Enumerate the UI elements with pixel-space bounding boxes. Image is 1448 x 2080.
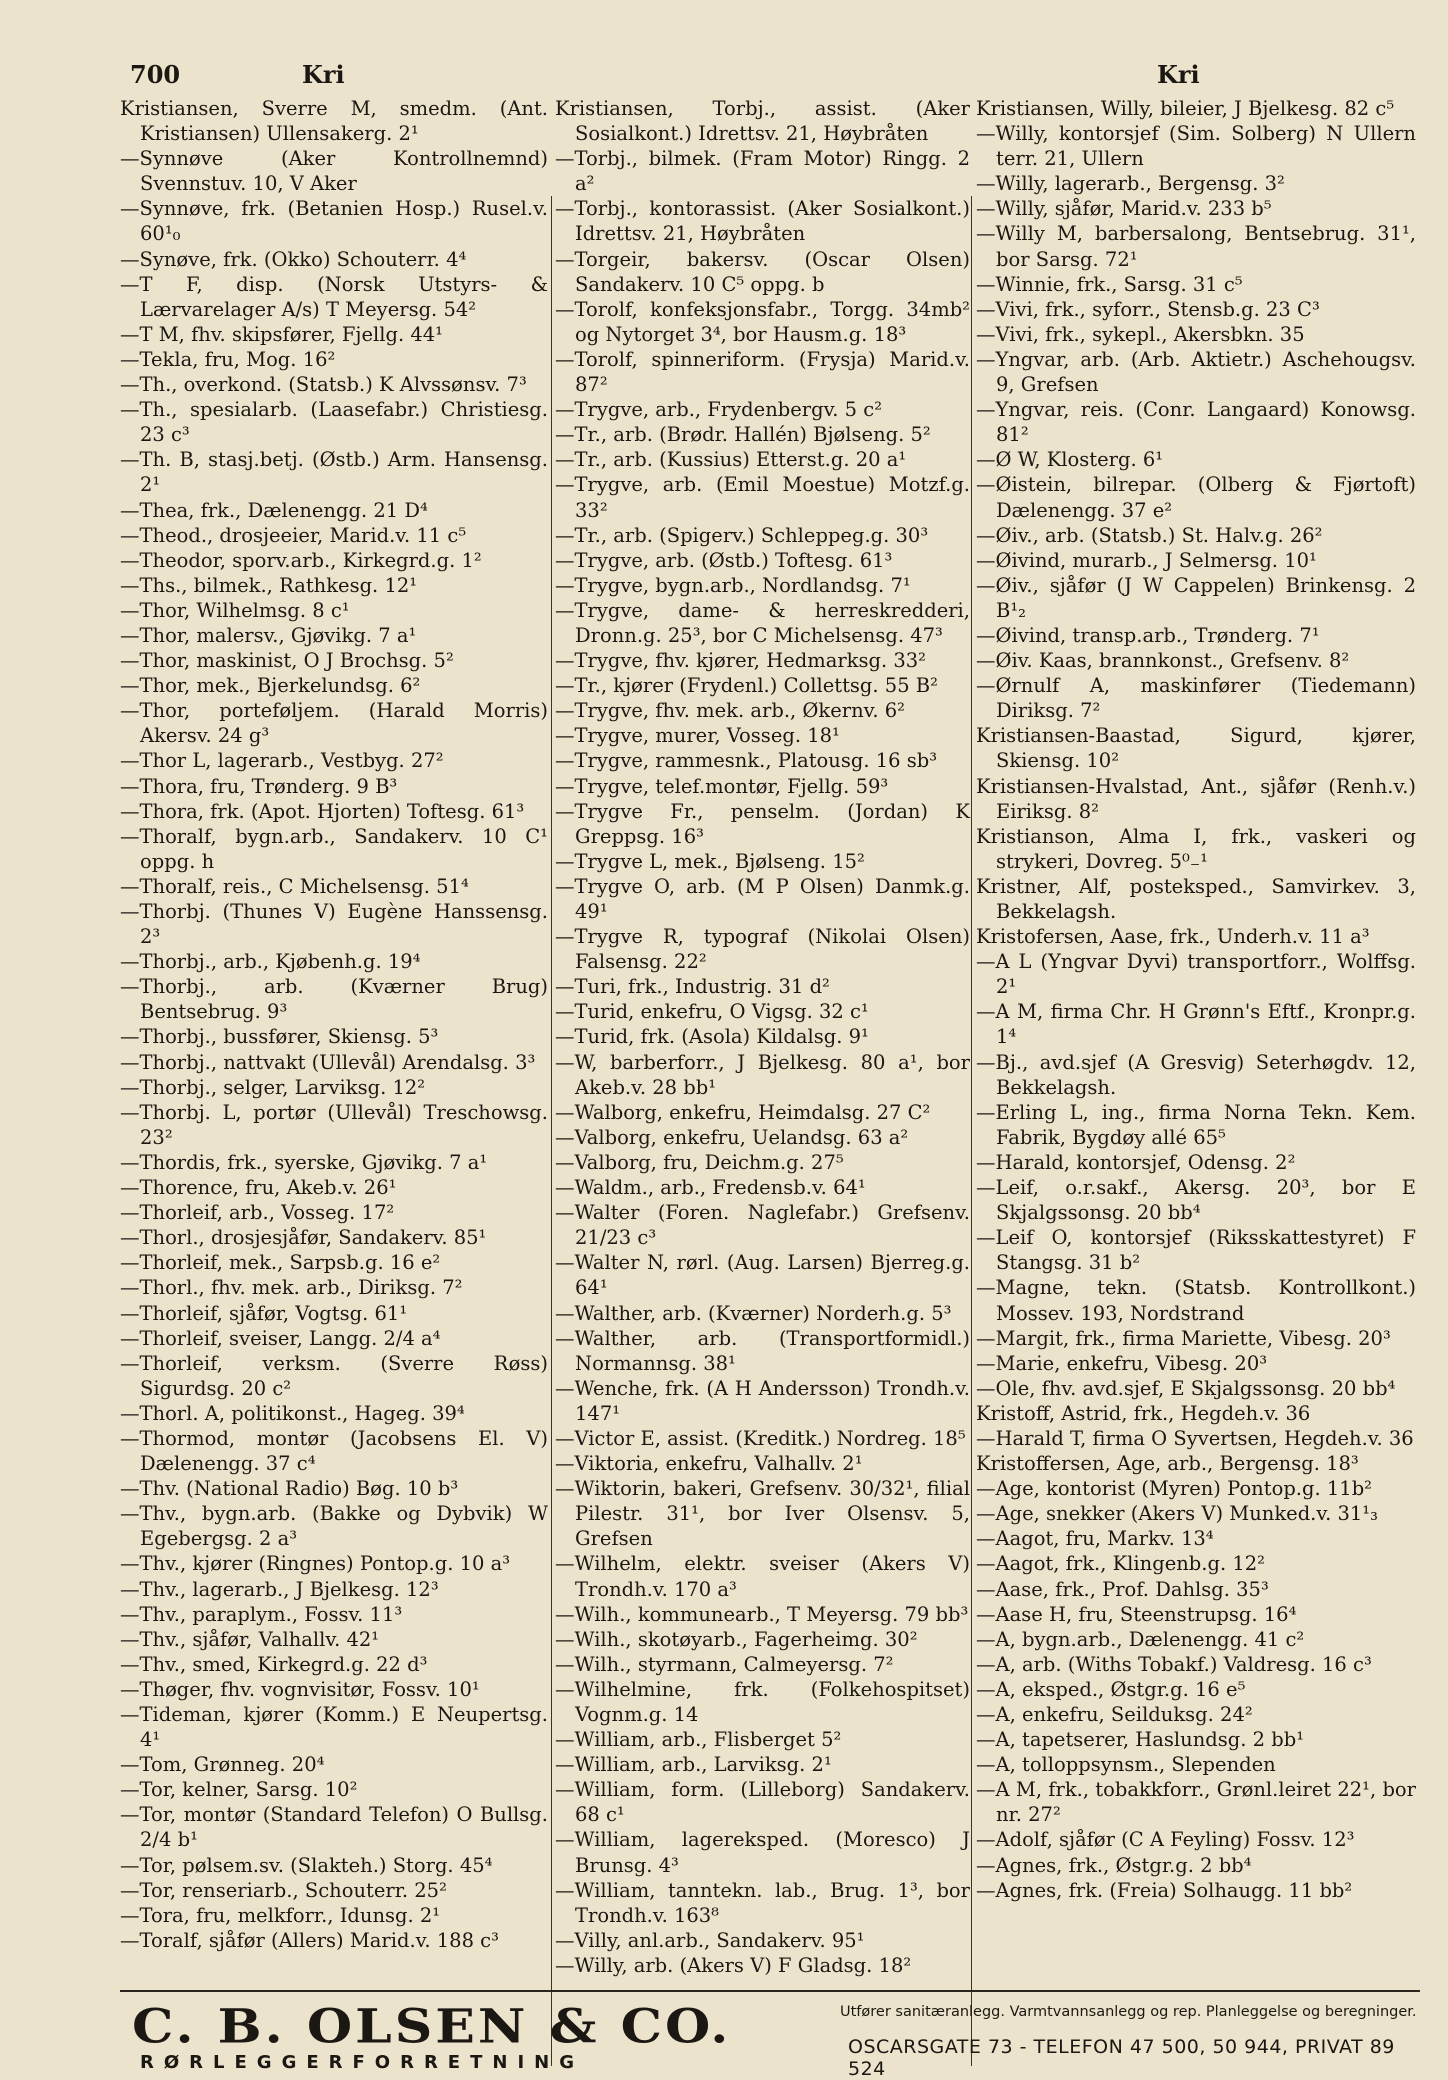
directory-entry: —Thv. (National Radio) Bøg. 10 b³: [120, 1477, 459, 1501]
directory-entry: —Th., overkond. (Statsb.) K Alvssønsv. 7³: [120, 373, 527, 397]
directory-entry: —Thøger, fhv. vognvisitør, Fossv. 10¹: [120, 1677, 480, 1701]
directory-entry: —Thv., kjører (Ringnes) Pontop.g. 10 a³: [120, 1552, 511, 1576]
directory-entry: —Willy, kontorsjef (Sim. Solberg) N Ullern terr. 21, Ullern: [976, 122, 1416, 171]
directory-entry: —Trygve, arb. (Emil Moestue) Motzf.g. 33²: [555, 473, 970, 522]
directory-entry: —Thorleif, verksm. (Sverre Røss) Sigurdsg. 20 c²: [120, 1351, 548, 1400]
directory-entry: —Villy, anl.arb., Sandakerv. 95¹: [555, 1928, 865, 1952]
directory-entry: —Torolf, spinneriform. (Frysja) Marid.v. 87²: [555, 347, 970, 397]
directory-entry: —Victor E, assist. (Kreditk.) Nordreg. 18⁵: [555, 1426, 966, 1450]
directory-entry: —Valborg, enkefru, Uelandsg. 63 a²: [555, 1125, 909, 1149]
column-divider: [971, 196, 972, 2066]
directory-entry: —Marie, enkefru, Vibesg. 20³: [976, 1351, 1268, 1375]
directory-entry: —Ole, fhv. avd.sjef, E Skjalgssonsg. 20 bb⁴: [976, 1376, 1396, 1400]
ad-contact: OSCARSGATE 73 - TELEFON 47 500, 50 944, PRIVAT 89 524: [848, 2036, 1395, 2080]
directory-entry: —Thora, frk. (Apot. Hjorten) Toftesg. 61³: [120, 799, 525, 823]
directory-entry: —Øivind, murarb., J Selmersg. 10¹: [976, 548, 1317, 572]
directory-entry: —A, tolloppsynsm., Slependen: [976, 1753, 1276, 1777]
directory-entry: —Thorbj., bussfører, Skiensg. 5³: [120, 1025, 439, 1049]
directory-entry: —William, tanntekn. lab., Brug. 1³, bor Trondh.v. 163⁸: [555, 1878, 970, 1927]
directory-entry: —Leif O, kontorsjef (Riksskattestyret) F Stangsg. 31 b²: [976, 1226, 1416, 1275]
directory-entry: Kristiansen, Sverre M, smedm. (Ant. Kristiansen) Ullensakerg. 2¹: [120, 97, 548, 146]
ad-services: Utfører sanitæranlegg. Varmtvannsanlegg og rep. Planleggelse og beregninger.: [840, 2004, 1417, 2020]
directory-entry: —Trygve, dame- & herreskredderi, Dronn.g. 25³, bor C Michelsensg. 47³: [555, 598, 970, 647]
directory-entry: —A, enkefru, Seilduksg. 24²: [976, 1703, 1253, 1726]
directory-entry: —Tor, kelner, Sarsg. 10²: [120, 1778, 358, 1802]
directory-entry: —Aase H, fru, Steenstrupsg. 16⁴: [976, 1602, 1297, 1626]
directory-entry: —Thor, mek., Bjerkelundsg. 6²: [120, 674, 421, 698]
directory-entry: —A, eksped., Østgr.g. 16 e⁵: [976, 1677, 1246, 1701]
running-head-right: Kri: [1157, 60, 1200, 89]
directory-entry: —Trygve, fhv. kjører, Hedmarksg. 33²: [555, 649, 926, 673]
directory-entry: —Trygve R, typograf (Nikolai Olsen) Falsensg. 22²: [555, 925, 970, 974]
directory-entry: —Vivi, frk., syforr., Stensb.g. 23 C³: [976, 297, 1320, 321]
directory-entry: —Thorbj., selger, Larviksg. 12²: [120, 1075, 426, 1099]
directory-entry: —Magne, tekn. (Statsb. Kontrollkont.) Mossev. 193, Nordstrand: [976, 1276, 1416, 1325]
directory-entry: —Thorl., drosjesjåfør, Sandakerv. 85¹: [120, 1226, 487, 1250]
directory-entry: —Leif, o.r.sakf., Akersg. 20³, bor E Skjalgssonsg. 20 bb⁴: [976, 1176, 1416, 1225]
directory-column-2: [555, 96, 970, 1978]
directory-entry: —A, tapetserer, Haslundsg. 2 bb¹: [976, 1728, 1305, 1752]
directory-entry: Kristiansen, Torbj., assist. (Aker Sosialkont.) Idrettsv. 21, Høybråten: [555, 97, 970, 146]
directory-entry: —Aagot, fru, Markv. 13⁴: [976, 1527, 1214, 1551]
directory-entry: —Trygve Fr., penselm. (Jordan) K Greppsg. 16³: [555, 799, 970, 848]
directory-entry: —Thoralf, bygn.arb., Sandakerv. 10 C¹ oppg. h: [120, 824, 548, 873]
directory-entry: Kristner, Alf, posteksped., Samvirkev. 3, Bekkelagsh.: [976, 874, 1416, 923]
directory-entry: —Thorl., fhv. mek. arb., Diriksg. 7²: [120, 1276, 463, 1300]
directory-entry: —Walther, arb. (Transportformidl.) Normannsg. 38¹: [555, 1326, 970, 1375]
directory-entry: —William, arb., Larviksg. 2¹: [555, 1753, 832, 1777]
directory-entry: —Vivi, frk., sykepl., Akersbkn. 35: [976, 322, 1305, 346]
directory-entry: —Øiv., arb. (Statsb.) St. Halv.g. 26²: [976, 523, 1323, 547]
directory-entry: —Synnøve (Aker Kontrollnemnd) Svennstuv. 10, V Aker: [120, 147, 548, 196]
directory-entry: —Wenche, frk. (A H Andersson) Trondh.v. 147¹: [555, 1376, 970, 1425]
directory-entry: —Thorbj., arb., Kjøbenh.g. 19⁴: [120, 950, 421, 974]
directory-entry: —Walter (Foren. Naglefabr.) Grefsenv. 21/23 c³: [555, 1201, 970, 1250]
directory-entry: —Thorbj., arb. (Kværner Brug) Bentsebrug. 9³: [120, 975, 548, 1024]
directory-entry: —Thorence, fru, Akeb.v. 26¹: [120, 1176, 397, 1200]
directory-entry: Kristiansen-Hvalstad, Ant., sjåfør (Renh.v.) Eiriksg. 8²: [976, 774, 1416, 823]
directory-entry: —Wiktorin, bakeri, Grefsenv. 30/32¹, filial Pilestr. 31¹, bor Iver Olsensv. 5, Grefsen: [555, 1477, 970, 1551]
directory-entry: —Tekla, fru, Mog. 16²: [120, 347, 336, 371]
directory-entry: —William, lagereksped. (Moresco) J Brunsg. 4³: [555, 1828, 970, 1877]
directory-entry: —Tr., arb. (Brødr. Hallén) Bjølseng. 5²: [555, 423, 931, 447]
directory-entry: —A, bygn.arb., Dælenengg. 41 c²: [976, 1627, 1305, 1651]
directory-entry: —Turid, frk. (Asola) Kildalsg. 9¹: [555, 1025, 869, 1049]
directory-entry: —Thor L, lagerarb., Vestbyg. 27²: [120, 749, 444, 773]
directory-entry: —Thv., smed, Kirkegrd.g. 22 d³: [120, 1652, 428, 1676]
directory-entry: —Trygve, telef.montør, Fjellg. 59³: [555, 774, 889, 798]
directory-entry: —Thora, fru, Trønderg. 9 B³: [120, 774, 398, 798]
directory-entry: —Tr., arb. (Kussius) Etterst.g. 20 a¹: [555, 448, 907, 472]
directory-entry: —Thor, Wilhelmsg. 8 c¹: [120, 598, 350, 622]
directory-entry: —Torbj., bilmek. (Fram Motor) Ringg. 2 a²: [555, 147, 970, 196]
directory-entry: —Øiv. Kaas, brannkonst., Grefsenv. 8²: [976, 649, 1350, 673]
directory-entry: —Yngvar, arb. (Arb. Aktietr.) Aschehougsv. 9, Grefsen: [976, 347, 1416, 397]
directory-entry: —Age, kontorist (Myren) Pontop.g. 11b²: [976, 1477, 1372, 1501]
directory-entry: —T F, disp. (Norsk Utstyrs- & Lærvarelager A/s) T Meyersg. 54²: [120, 272, 548, 321]
directory-entry: —Wilhelmine, frk. (Folkehospitset) Vognm.g. 14: [555, 1677, 970, 1726]
directory-entry: Kristiansen-Baastad, Sigurd, kjører, Skiensg. 10²: [976, 724, 1416, 773]
directory-entry: —Thordis, frk., syerske, Gjøvikg. 7 a¹: [120, 1150, 488, 1174]
directory-entry: —Winnie, frk., Sarsg. 31 c⁵: [976, 272, 1243, 296]
directory-entry: —Øivind, transp.arb., Trønderg. 7¹: [976, 623, 1320, 647]
directory-entry: —Ths., bilmek., Rathkesg. 12¹: [120, 573, 418, 597]
directory-entry: —Thorbj. L, portør (Ullevål) Treschowsg. 23²: [120, 1100, 548, 1149]
directory-columns: [0, 96, 1448, 1984]
directory-entry: —Thormod, montør (Jacobsens El. V) Dælenengg. 37 c⁴: [120, 1426, 548, 1476]
directory-entry: —Willy, lagerarb., Bergensg. 3²: [976, 172, 1285, 196]
directory-entry: Kristoffersen, Age, arb., Bergensg. 18³: [976, 1452, 1359, 1476]
directory-entry: —Thorleif, arb., Vosseg. 17²: [120, 1201, 395, 1225]
directory-entry: —Tora, fru, melkforr., Idunsg. 2¹: [120, 1903, 441, 1927]
directory-entry: —Aagot, frk., Klingenb.g. 12²: [976, 1552, 1265, 1576]
directory-entry: —William, form. (Lilleborg) Sandakerv. 68 c¹: [555, 1778, 970, 1827]
directory-entry: —Theod., drosjeeier, Marid.v. 11 c⁵: [120, 523, 467, 547]
directory-entry: —Thor, maskinist, O J Brochsg. 5²: [120, 649, 454, 673]
directory-entry: —Erling L, ing., firma Norna Tekn. Kem. Fabrik, Bygdøy allé 65⁵: [976, 1100, 1416, 1149]
directory-entry: —Turid, enkefru, O Vigsg. 32 c¹: [555, 1000, 869, 1024]
directory-entry: —Trygve, fhv. mek. arb., Økernv. 6²: [555, 699, 905, 723]
directory-entry: —Agnes, frk., Østgr.g. 2 bb⁴: [976, 1853, 1252, 1877]
directory-entry: —Thor, malersv., Gjøvikg. 7 a¹: [120, 623, 417, 647]
directory-entry: —Trygve, arb. (Østb.) Toftesg. 61³: [555, 548, 893, 572]
directory-entry: —Margit, frk., firma Mariette, Vibesg. 20³: [976, 1326, 1391, 1350]
directory-entry: —Walborg, enkefru, Heimdalsg. 27 C²: [555, 1100, 931, 1124]
directory-entry: —Torgeir, bakersv. (Oscar Olsen) Sandakerv. 10 C⁵ oppg. b: [555, 247, 970, 296]
directory-entry: —Wilhelm, elektr. sveiser (Akers V) Trondh.v. 170 a³: [555, 1552, 970, 1601]
directory-entry: —Tor, renseriarb., Schouterr. 25²: [120, 1878, 447, 1902]
directory-entry: —Willy M, barbersalong, Bentsebrug. 31¹, bor Sarsg. 72¹: [976, 222, 1416, 271]
directory-entry: —Walter N, rørl. (Aug. Larsen) Bjerreg.g. 64¹: [555, 1251, 970, 1300]
directory-entry: —Trygve O, arb. (M P Olsen) Danmk.g. 49¹: [555, 874, 970, 923]
directory-entry: —A L (Yngvar Dyvi) transportforr., Wolffsg. 2¹: [976, 950, 1416, 999]
directory-entry: —T M, fhv. skipsfører, Fjellg. 44¹: [120, 322, 443, 346]
directory-entry: —Thoralf, reis., C Michelsensg. 51⁴: [120, 874, 469, 898]
directory-entry: —Ø W, Klosterg. 6¹: [976, 448, 1164, 472]
ad-company-name: C. B. OLSEN & CO.: [132, 1999, 732, 2055]
directory-entry: —Thorleif, sjåfør, Vogtsg. 61¹: [120, 1301, 408, 1325]
directory-entry: —Tor, pølsem.sv. (Slakteh.) Storg. 45⁴: [120, 1853, 493, 1877]
directory-entry: —Thorleif, sveiser, Langg. 2/4 a⁴: [120, 1326, 441, 1350]
directory-entry: —Bj., avd.sjef (A Gresvig) Seterhøgdv. 12, Bekkelagsh.: [976, 1050, 1416, 1099]
directory-entry: —Valborg, fru, Deichm.g. 27⁵: [555, 1150, 844, 1174]
directory-entry: —Theodor, sporv.arb., Kirkegrd.g. 1²: [120, 548, 482, 572]
directory-entry: —Walther, arb. (Kværner) Norderh.g. 5³: [555, 1301, 952, 1325]
directory-entry: —Thea, frk., Dælenengg. 21 D⁴: [120, 498, 428, 522]
directory-entry: Kristianson, Alma I, frk., vaskeri og strykeri, Dovreg. 5⁰₋¹: [976, 824, 1416, 873]
directory-entry: —Agnes, frk. (Freia) Solhaugg. 11 bb²: [976, 1878, 1353, 1902]
directory-column-1: [120, 96, 548, 1953]
directory-entry: —Øistein, bilrepar. (Olberg & Fjørtoft) Dælenengg. 37 e²: [976, 473, 1416, 522]
directory-entry: —Turi, frk., Industrig. 31 d²: [555, 975, 830, 999]
directory-entry: —Trygve, murer, Vosseg. 18¹: [555, 724, 840, 748]
directory-entry: —Harald T, firma O Syvertsen, Hegdeh.v. 36: [976, 1426, 1414, 1450]
directory-entry: —Synnøve, frk. (Betanien Hosp.) Rusel.v. 60¹₀: [120, 197, 548, 246]
directory-entry: Kristoff, Astrid, frk., Hegdeh.v. 36: [976, 1401, 1311, 1425]
directory-entry: Kristofersen, Aase, frk., Underh.v. 11 a³: [976, 925, 1370, 949]
directory-entry: —Thor, porteføljem. (Harald Morris) Akersv. 24 g³: [120, 699, 548, 748]
advertisement: [120, 1990, 1420, 2080]
directory-entry: —Thv., sjåfør, Valhallv. 42¹: [120, 1627, 380, 1651]
directory-entry: —Adolf, sjåfør (C A Feyling) Fossv. 12³: [976, 1828, 1355, 1852]
directory-entry: —Trygve L, mek., Bjølseng. 15²: [555, 849, 865, 873]
directory-entry: —A M, frk., tobakkforr., Grønl.leiret 22¹, bor nr. 27²: [976, 1778, 1416, 1827]
directory-entry: —Aase, frk., Prof. Dahlsg. 35³: [976, 1577, 1269, 1601]
directory-entry: —Thv., lagerarb., J Bjelkesg. 12³: [120, 1577, 439, 1601]
page-header: [0, 0, 1448, 110]
directory-entry: —Age, snekker (Akers V) Munked.v. 31¹₃: [976, 1502, 1378, 1526]
directory-entry: —Toralf, sjåfør (Allers) Marid.v. 188 c³: [120, 1928, 499, 1952]
directory-column-3: [976, 96, 1416, 1903]
directory-entry: —Tideman, kjører (Komm.) E Neupertsg. 4¹: [120, 1703, 548, 1752]
directory-entry: —W, barberforr., J Bjelkesg. 80 a¹, bor Akeb.v. 28 bb¹: [555, 1050, 970, 1099]
directory-entry: —Yngvar, reis. (Conr. Langaard) Konowsg. 81²: [976, 398, 1416, 447]
directory-entry: —Thorbj. (Thunes V) Eugène Hanssensg. 2³: [120, 900, 548, 949]
directory-entry: —William, arb., Flisberget 5²: [555, 1728, 842, 1752]
directory-entry: —Øiv., sjåfør (J W Cappelen) Brinkensg. 2 B¹₂: [976, 573, 1416, 622]
ad-subtitle: RØRLEGGERFORRETNING: [140, 2052, 584, 2073]
directory-entry: —Tom, Grønneg. 20⁴: [120, 1753, 325, 1777]
directory-entry: —Trygve, arb., Frydenbergv. 5 c²: [555, 398, 883, 422]
directory-entry: —Viktoria, enkefru, Valhallv. 2¹: [555, 1452, 863, 1476]
directory-entry: —Thv., bygn.arb. (Bakke og Dybvik) W Egebergsg. 2 a³: [120, 1502, 548, 1551]
directory-entry: —Willy, arb. (Akers V) F Gladsg. 18²: [555, 1953, 912, 1977]
directory-entry: —Trygve, rammesnk., Platousg. 16 sb³: [555, 749, 938, 773]
directory-entry: —A M, firma Chr. H Grønn's Eftf., Kronpr.g. 1⁴: [976, 1000, 1416, 1049]
directory-entry: —Tr., arb. (Spigerv.) Schleppeg.g. 30³: [555, 523, 929, 547]
directory-entry: —Wilh., kommunearb., T Meyersg. 79 bb³: [555, 1602, 969, 1626]
directory-entry: —Thorbj., nattvakt (Ullevål) Arendalsg. 3³: [120, 1050, 536, 1074]
directory-entry: —Tor, montør (Standard Telefon) O Bullsg. 2/4 b¹: [120, 1803, 548, 1852]
directory-entry: —Willy, sjåfør, Marid.v. 233 b⁵: [976, 197, 1272, 221]
directory-entry: —Ørnulf A, maskinfører (Tiedemann) Diriksg. 7²: [976, 674, 1416, 723]
directory-entry: —Torolf, konfeksjonsfabr., Torgg. 34mb² og Nytorget 3⁴, bor Hausm.g. 18³: [555, 297, 970, 346]
page-number: 700: [130, 60, 181, 89]
running-head-left: Kri: [302, 60, 345, 89]
directory-entry: —Tr., kjører (Frydenl.) Collettsg. 55 B²: [555, 674, 938, 698]
directory-entry: —A, arb. (Withs Tobakf.) Valdresg. 16 c³: [976, 1652, 1372, 1676]
directory-entry: —Wilh., styrmann, Calmeyersg. 7²: [555, 1652, 894, 1676]
directory-entry: —Thv., paraplym., Fossv. 11³: [120, 1602, 403, 1626]
directory-entry: —Thorl. A, politikonst., Hageg. 39⁴: [120, 1401, 465, 1425]
directory-entry: —Wilh., skotøyarb., Fagerheimg. 30²: [555, 1627, 918, 1651]
directory-entry: —Trygve, bygn.arb., Nordlandsg. 7¹: [555, 573, 911, 597]
directory-entry: —Th., spesialarb. (Laasefabr.) Christiesg. 23 c³: [120, 398, 548, 447]
directory-entry: —Thorleif, mek., Sarpsb.g. 16 e²: [120, 1251, 441, 1275]
directory-entry: Kristiansen, Willy, bileier, J Bjelkesg. 82 c⁵: [976, 97, 1395, 120]
directory-entry: —Th. B, stasj.betj. (Østb.) Arm. Hansensg. 2¹: [120, 448, 548, 497]
directory-entry: —Synøve, frk. (Okko) Schouterr. 4⁴: [120, 247, 467, 271]
directory-entry: —Waldm., arb., Fredensb.v. 64¹: [555, 1176, 866, 1200]
column-divider: [551, 196, 552, 2066]
directory-entry: —Harald, kontorsjef, Odensg. 2²: [976, 1150, 1296, 1174]
directory-entry: —Torbj., kontorassist. (Aker Sosialkont.) Idrettsv. 21, Høybråten: [555, 197, 970, 246]
